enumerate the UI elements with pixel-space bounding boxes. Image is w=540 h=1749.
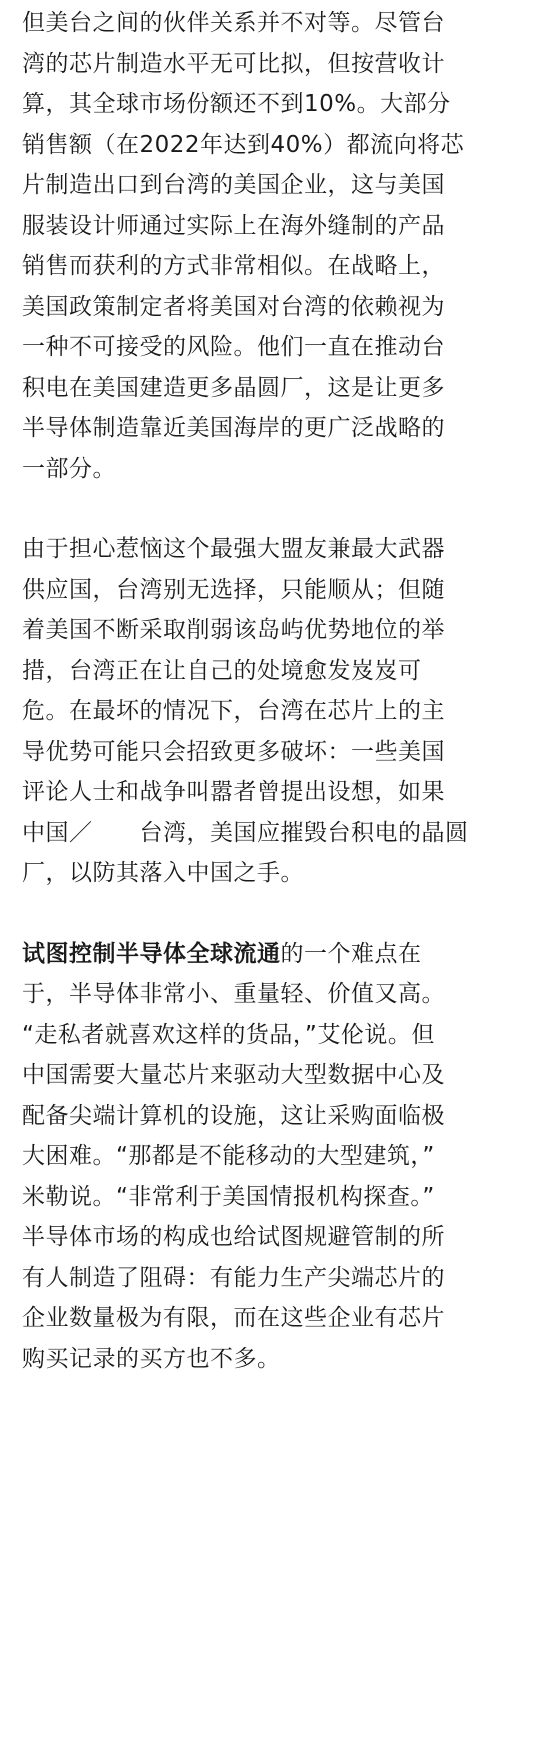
text-line: 导优势可能只会招致更多破坏：一些美国 — [22, 738, 445, 765]
paragraph-2 — [22, 529, 522, 894]
text-line: 销售额（在2022年达到40%）都流向将芯 — [22, 131, 465, 158]
text-line: 着美国不断采取削弱该岛屿优势地位的举 — [22, 617, 445, 643]
paragraph-gap — [22, 489, 522, 529]
text-line: 积电在美国建造更多晶圆厂，这是让更多 — [22, 374, 445, 401]
paragraph-1 — [22, 3, 522, 489]
text-line: 大困难。“那都是不能移动的大型建筑，” — [22, 1143, 435, 1169]
text-line: 措，台湾正在让自己的处境愈发岌岌可 — [22, 657, 422, 684]
text-line: 由于担心惹恼这个最强大盟友兼最大武器 — [22, 536, 445, 562]
text-line: 服装设计师通过实际上在海外缝制的产品 — [22, 212, 445, 239]
text-line: 销售而获利的方式非常相似。在战略上， — [22, 253, 445, 279]
text-line: 湾的芯片制造水平无可比拟，但按营收计 — [22, 50, 445, 77]
text-line: 配备尖端计算机的设施，这让采购面临极 — [22, 1102, 445, 1129]
text-line: 供应国，台湾别无选择，只能顺从；但随 — [22, 576, 445, 603]
text-line: 厂，以防其落入中国之手。 — [22, 860, 304, 886]
text-line: 中国需要大量芯片来驱动大型数据中心及 — [22, 1062, 445, 1088]
text-line: 美国政策制定者将美国对台湾的依赖视为 — [22, 293, 445, 320]
text-line — [22, 934, 522, 975]
text-line: 算，其全球市场份额还不到10%。大部分 — [22, 91, 451, 117]
text-line: 购买记录的买方也不多。 — [22, 1345, 281, 1372]
text-line: 危。在最坏的情况下，台湾在芯片上的主 — [22, 698, 445, 724]
text-line: 一种不可接受的风险。他们一直在推动台 — [22, 334, 445, 360]
text-line: 于，半导体非常小、重量轻、价值又高。 — [22, 981, 445, 1007]
text-line: 片制造出口到台湾的美国企业，这与美国 — [22, 172, 445, 198]
bold-lead-text: 试图控制半导体全球流通 — [22, 940, 281, 967]
text-line: 有人制造了阻碍：有能力生产尖端芯片的 — [22, 1264, 445, 1291]
paragraph-gap — [22, 894, 522, 934]
text-line: 评论人士和战争叫嚣者曾提出设想，如果 — [22, 779, 445, 805]
article-body — [22, 0, 522, 1379]
text-line: 半导体制造靠近美国海岸的更广泛战略的 — [22, 415, 445, 441]
text-line: “走私者就喜欢这样的货品，”艾伦说。但 — [22, 1021, 435, 1048]
text-line: 米勒说。“非常利于美国情报机构探查。” — [22, 1183, 435, 1210]
text-line: 企业数量极为有限，而在这些企业有芯片 — [22, 1305, 445, 1331]
text-line: 一部分。 — [22, 455, 116, 482]
text-line: 中国／ 台湾，美国应摧毁台积电的晶圆 — [22, 819, 469, 846]
text-line: 但美台之间的伙伴关系并不对等。尽管台 — [22, 10, 445, 36]
text-segment: 的一个难点在 — [280, 940, 422, 967]
text-line: 半导体市场的构成也给试图规避管制的所 — [22, 1224, 445, 1250]
paragraph-3 — [22, 934, 522, 1380]
